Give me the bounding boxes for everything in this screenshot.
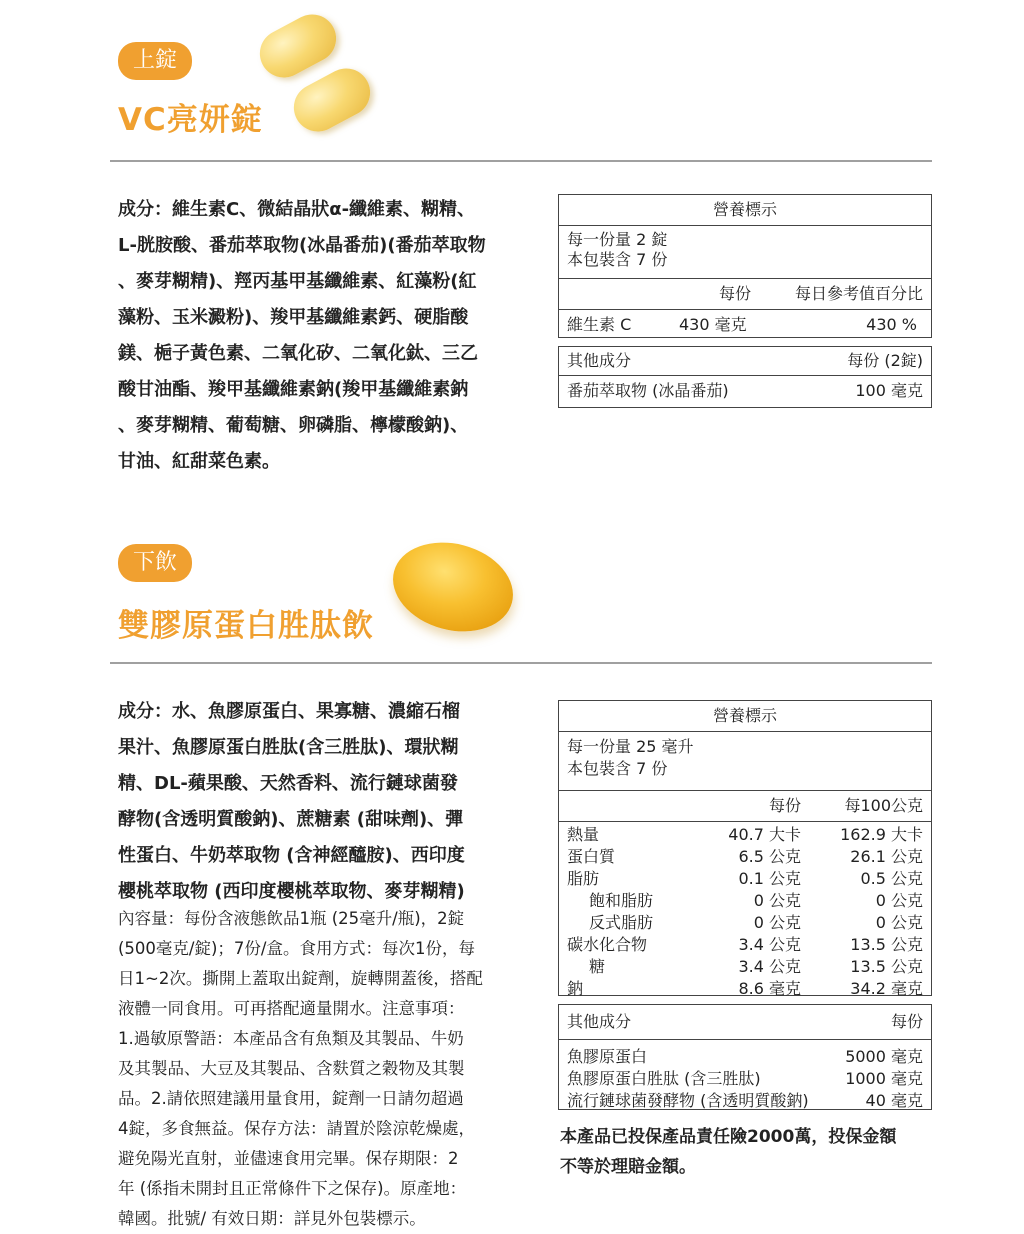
product2-other-panel (558, 1004, 932, 1110)
note-line: 年 (係指未開封且正常條件下之保存)。原產地： (118, 1179, 467, 1198)
serving-size: 每一份量 25 毫升 (567, 737, 694, 756)
other-item-amount: 1000 毫克 (845, 1069, 923, 1088)
note-line: 韓國。批號/ 有效日期：詳見外包裝標示。 (118, 1209, 426, 1228)
other-item-amount: 100 毫克 (855, 381, 923, 400)
product2-nutrition-panel (558, 700, 932, 996)
nutrient-per-100g: 13.5 公克 (850, 935, 923, 954)
ingredient-line: 成分：水、魚膠原蛋白、果寡糖、濃縮石榴 (118, 701, 460, 722)
nutrient-per-serving: 0 公克 (753, 913, 801, 932)
product2-title: 雙膠原蛋白胜肽飲 (118, 608, 374, 644)
other-item-name: 流行鏈球菌發酵物 (含透明質酸鈉) (567, 1091, 809, 1110)
nutrient-name: 飽和脂肪 (589, 891, 654, 910)
other-item-name: 魚膠原蛋白胜肽 (含三胜肽) (567, 1069, 761, 1088)
column-per-100g: 每100公克 (844, 796, 923, 815)
ingredient-line: 果汁、魚膠原蛋白胜肽(含三胜肽)、環狀糊 (118, 737, 459, 758)
nutrient-dv: 430 % (866, 315, 917, 334)
nutrient-per-serving: 3.4 公克 (738, 935, 801, 954)
product1-ingredients (118, 192, 538, 480)
other-title: 其他成分 (567, 1012, 632, 1031)
other-item-row (559, 1046, 931, 1068)
product1-nutrition-panel (558, 194, 932, 338)
other-column: 每份 (890, 1012, 923, 1031)
ingredient-line: L-胱胺酸、番茄萃取物(冰晶番茄)(番茄萃取物 (118, 235, 486, 256)
nutrient-name: 脂肪 (567, 869, 600, 888)
nutrient-per-100g: 0.5 公克 (860, 869, 923, 888)
nutrient-per-serving: 8.6 毫克 (738, 979, 801, 998)
nutrient-per-serving: 40.7 大卡 (728, 825, 801, 844)
nutrient-row (559, 978, 931, 1000)
nutrient-per-100g: 34.2 毫克 (850, 979, 923, 998)
ingredient-line: 酵物(含透明質酸鈉)、蔗糖素 (甜味劑)、彈 (118, 809, 464, 830)
other-column: 每份 (2錠) (847, 351, 923, 370)
disclaimer-line: 本產品已投保產品責任險2000萬，投保金額 (560, 1127, 897, 1147)
column-per-serving: 每份 (768, 796, 801, 815)
product1-badge: 上錠 (118, 42, 192, 80)
nutrient-name: 鈉 (567, 979, 584, 998)
note-line: 避免陽光直射，並儘速食用完畢。保存期限：2 (118, 1149, 459, 1168)
nutrient-amount: 430 毫克 (679, 315, 747, 334)
ingredient-line: 鎂、梔子黃色素、二氧化矽、二氧化鈦、三乙 (118, 343, 478, 364)
product1-other-panel (558, 346, 932, 408)
ingredient-line: 藻粉、玉米澱粉)、羧甲基纖維素鈣、硬脂酸 (118, 307, 469, 328)
nutrient-row (559, 868, 931, 890)
nutrient-per-100g: 0 公克 (875, 913, 923, 932)
drink-drop-image (383, 530, 523, 645)
ingredient-line: 、麥芽糊精、葡萄糖、卵磷脂、檸檬酸鈉)、 (118, 415, 469, 436)
nutrient-name: 維生素 C (567, 315, 632, 334)
nutrient-per-100g: 13.5 公克 (850, 957, 923, 976)
ingredient-line: 酸甘油酯、羧甲基纖維素鈉(羧甲基纖維素鈉 (118, 379, 469, 400)
nutrient-per-100g: 26.1 公克 (850, 847, 923, 866)
other-item-name: 番茄萃取物 (冰晶番茄) (567, 381, 729, 400)
product2-ingredients (118, 694, 538, 910)
other-item-amount: 40 毫克 (865, 1091, 923, 1110)
note-line: (500毫克/錠)；7份/盒。食用方式：每次1份，每 (118, 939, 475, 958)
note-line: 液體一同食用。可再搭配適量開水。注意事項： (118, 999, 465, 1018)
note-line: 1.過敏原警語：本產品含有魚類及其製品、牛奶 (118, 1029, 464, 1048)
product2-badge: 下飲 (118, 544, 192, 582)
product2-notes (118, 904, 538, 1234)
ingredient-line: 性蛋白、牛奶萃取物 (含神經醯胺)、西印度 (118, 845, 465, 866)
nutrient-row (559, 956, 931, 978)
nutrient-name: 碳水化合物 (567, 935, 648, 954)
other-item-row (559, 1068, 931, 1090)
ingredient-line: 甘油、紅甜菜色素。 (118, 451, 280, 472)
section-divider (110, 160, 932, 162)
nutrient-name: 反式脂肪 (589, 913, 654, 932)
column-per-serving: 每份 (719, 284, 752, 303)
nutrient-per-100g: 0 公克 (875, 891, 923, 910)
nutrition-header: 營養標示 (559, 701, 931, 732)
servings-per-pack: 本包裝含 7 份 (567, 250, 668, 269)
servings-per-pack: 本包裝含 7 份 (567, 759, 668, 778)
nutrient-per-serving: 3.4 公克 (738, 957, 801, 976)
nutrient-row (559, 890, 931, 912)
nutrient-name: 熱量 (567, 825, 600, 844)
nutrient-row (559, 912, 931, 934)
note-line: 日1~2次。撕開上蓋取出錠劑，旋轉開蓋後，搭配 (118, 969, 483, 988)
nutrient-name: 糖 (589, 957, 606, 976)
serving-size: 每一份量 2 錠 (567, 230, 668, 249)
other-item-row (559, 1090, 931, 1112)
insurance-disclaimer (560, 1122, 940, 1182)
nutrient-per-100g: 162.9 大卡 (840, 825, 923, 844)
note-line: 內容量：每份含液態飲品1瓶 (25毫升/瓶)，2錠 (118, 909, 465, 928)
nutrient-per-serving: 6.5 公克 (738, 847, 801, 866)
nutrition-header: 營養標示 (559, 195, 931, 226)
disclaimer-line: 不等於理賠金額。 (560, 1157, 696, 1177)
nutrient-row (559, 934, 931, 956)
nutrient-per-serving: 0.1 公克 (738, 869, 801, 888)
note-line: 4錠，多食無益。保存方法：請置於陰涼乾燥處， (118, 1119, 475, 1138)
section-divider (110, 662, 932, 664)
other-title: 其他成分 (567, 351, 632, 370)
other-item-amount: 5000 毫克 (845, 1047, 923, 1066)
ingredient-line: 櫻桃萃取物 (西印度櫻桃萃取物、麥芽糊精) (118, 881, 465, 902)
nutrient-row (559, 846, 931, 868)
product1-title: VC亮妍錠 (118, 102, 263, 138)
ingredient-line: 成分：維生素C、微結晶狀α-纖維素、糊精、 (118, 199, 476, 220)
nutrient-name: 蛋白質 (567, 847, 616, 866)
ingredient-line: 精、DL-蘋果酸、天然香料、流行鏈球菌發 (118, 773, 458, 794)
other-item-name: 魚膠原蛋白 (567, 1047, 648, 1066)
nutrient-per-serving: 0 公克 (753, 891, 801, 910)
ingredient-line: 、麥芽糊精)、羥丙基甲基纖維素、紅藻粉(紅 (118, 271, 477, 292)
note-line: 品。2.請依照建議用量食用，錠劑一日請勿超過 (118, 1089, 464, 1108)
nutrient-row (559, 824, 931, 846)
column-daily-value: 每日參考值百分比 (794, 284, 923, 303)
note-line: 及其製品、大豆及其製品、含麩質之穀物及其製 (118, 1059, 465, 1078)
